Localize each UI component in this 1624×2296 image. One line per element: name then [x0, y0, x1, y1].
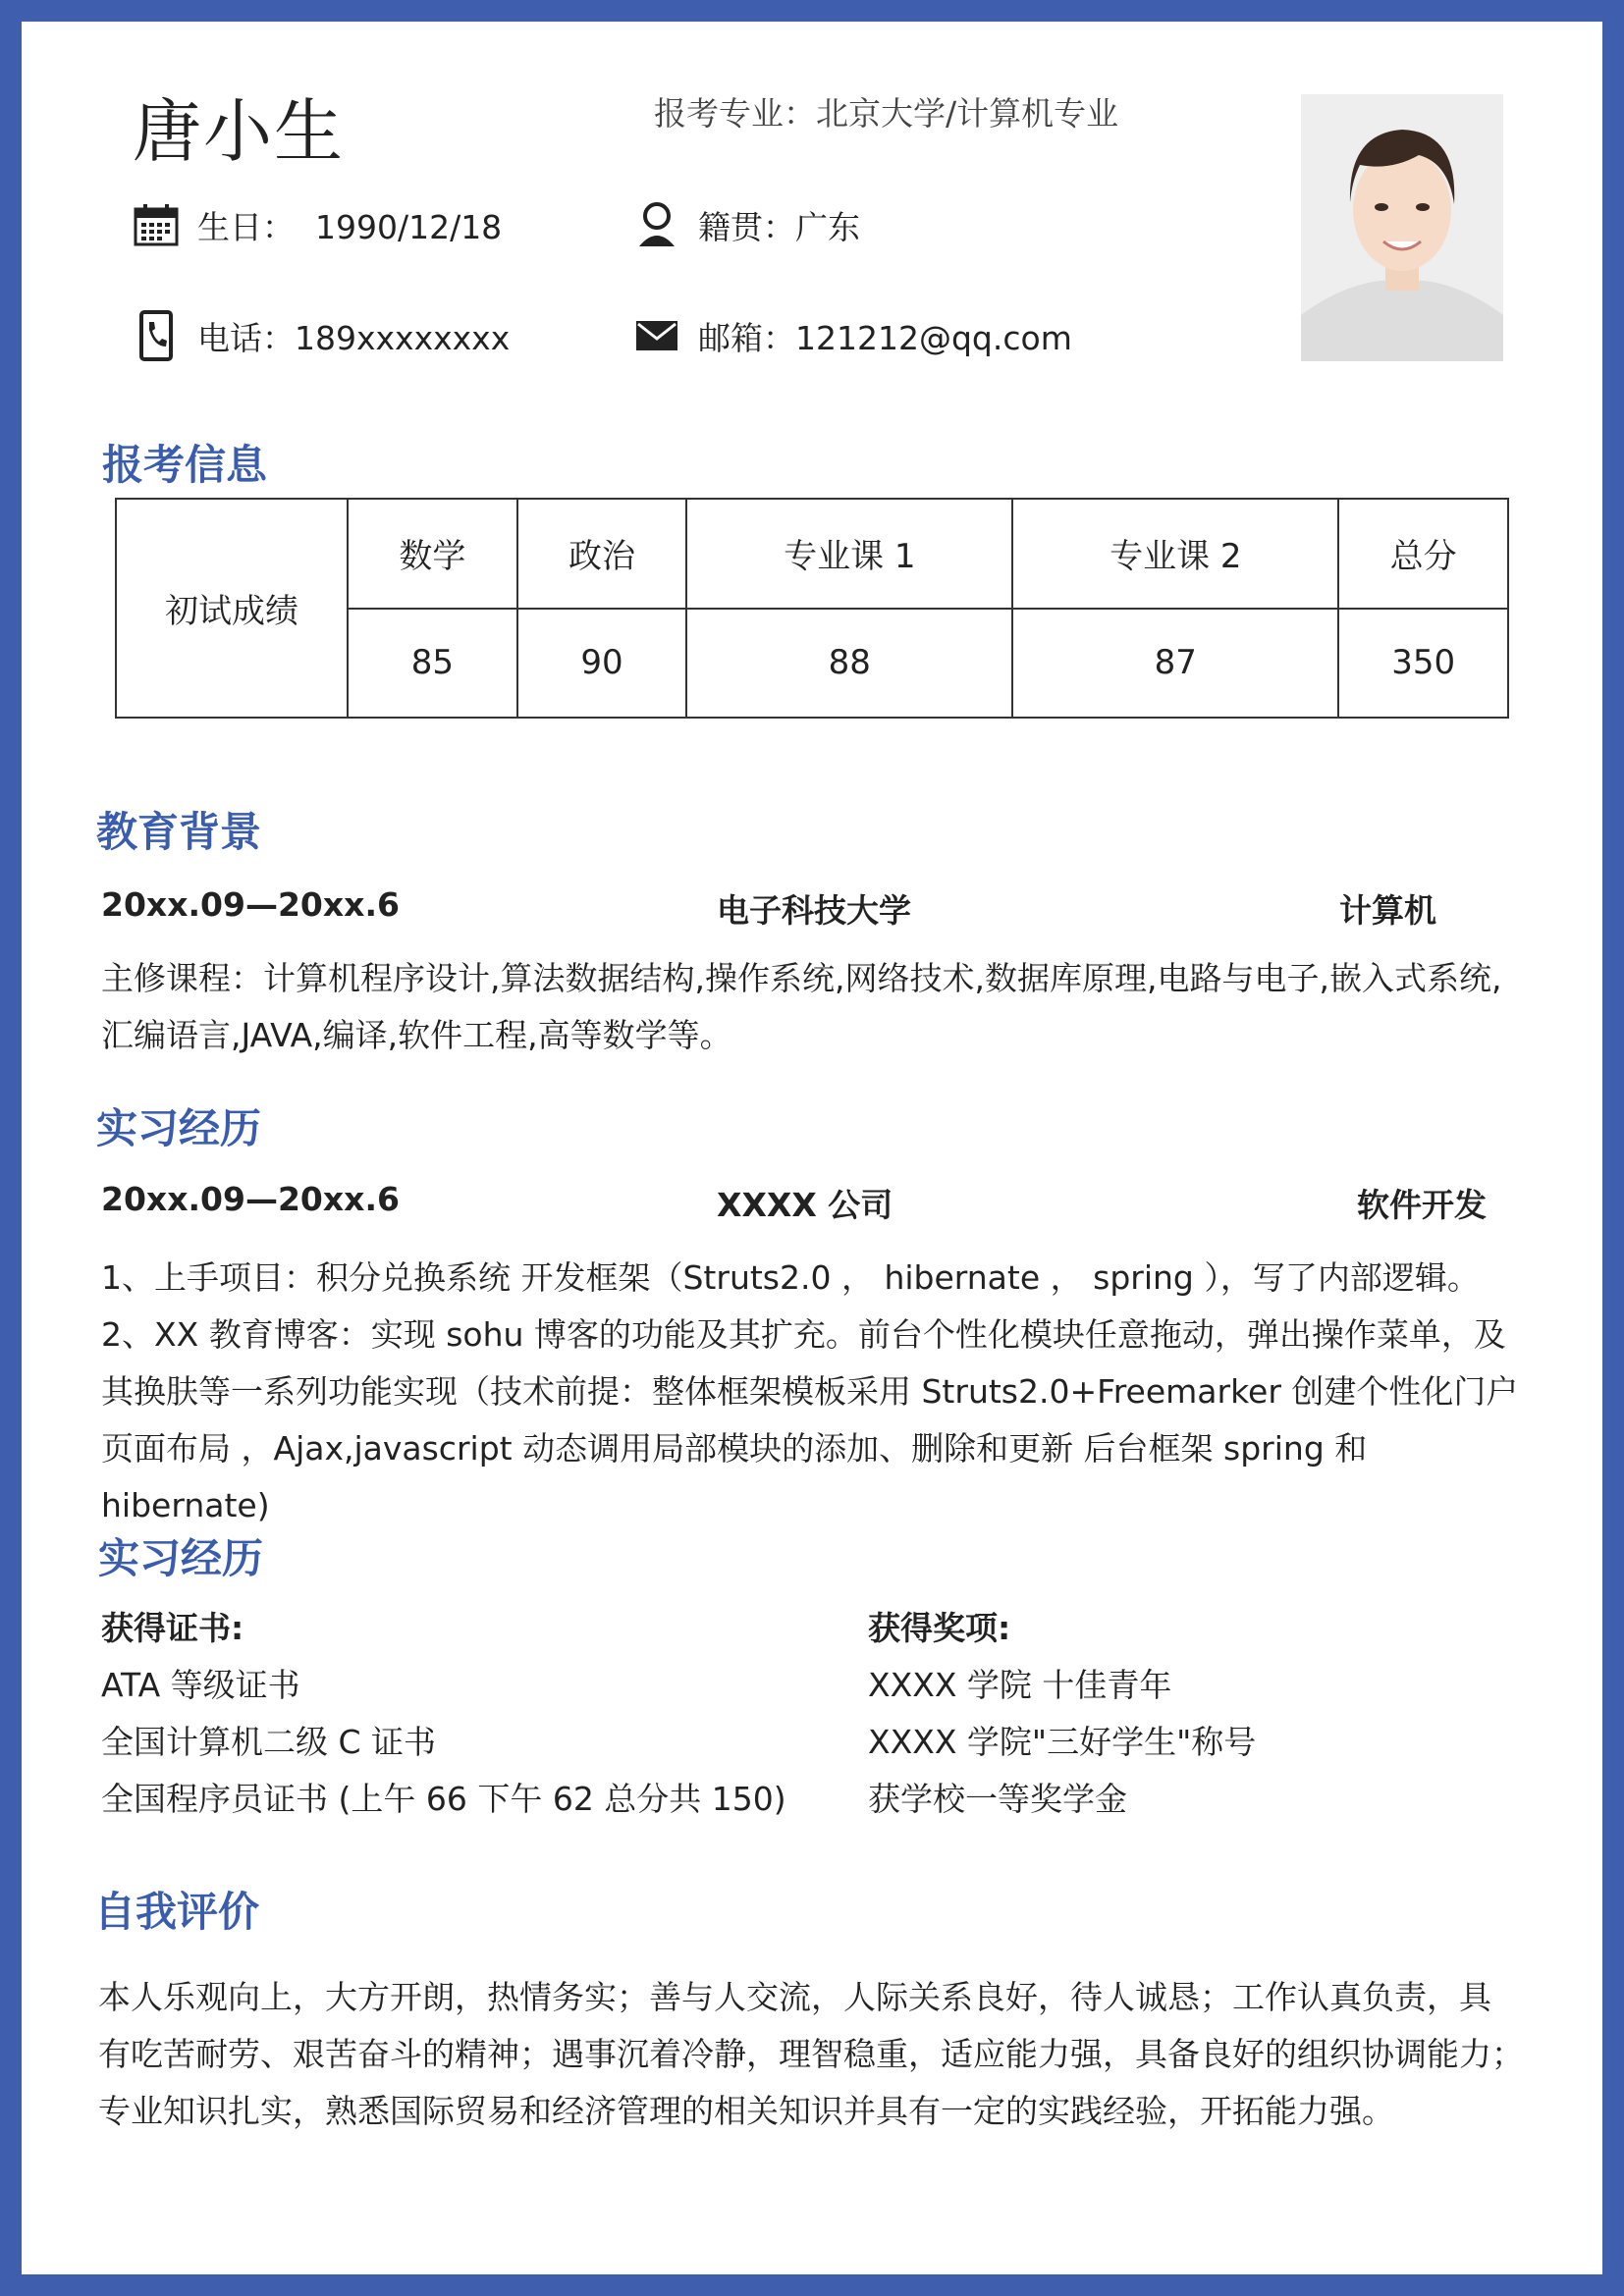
subject-header: 政治	[517, 499, 687, 609]
list-item: ATA 等级证书	[101, 1666, 300, 1704]
calendar-icon	[133, 201, 180, 248]
hometown-text: 籍贯：广东	[698, 207, 860, 246]
section-title-awards: 实习经历	[98, 1534, 264, 1582]
education-period: 20xx.09—20xx.6	[101, 885, 400, 924]
internship-period: 20xx.09—20xx.6	[101, 1180, 400, 1218]
phone-row	[133, 312, 510, 359]
target-major: 报考专业：北京大学/计算机专业	[654, 94, 1119, 133]
awards-heading: 获得奖项:	[868, 1609, 1011, 1647]
eval-line: 有吃苦耐劳、艰苦奋斗的精神；遇事沉着冷静，理智稳重，适应能力强，具备良好的组织协调能力；	[98, 2035, 1524, 2073]
courses-line: 汇编语言,JAVA,编译,软件工程,高等数学等。	[101, 1016, 732, 1054]
awards-list	[868, 1600, 1496, 1828]
hometown-row	[633, 201, 860, 248]
list-item: 获学校一等奖学金	[868, 1780, 1127, 1818]
phone-text: 电话：189xxxxxxxx	[197, 318, 511, 357]
score-cell: 90	[517, 609, 687, 719]
score-cell: 350	[1338, 609, 1508, 719]
subject-header: 数学	[348, 499, 517, 609]
certificates-heading: 获得证书:	[101, 1609, 244, 1647]
score-cell: 87	[1012, 609, 1338, 719]
education-courses	[101, 950, 1525, 1064]
courses-line: 主修课程：计算机程序设计,算法数据结构,操作系统,网络技术,数据库原理,电路与电子,嵌入式系统,	[101, 959, 1502, 997]
birthday-row	[133, 201, 502, 248]
section-title-internship: 实习经历	[96, 1104, 262, 1152]
score-cell: 85	[348, 609, 517, 719]
score-cell: 88	[686, 609, 1012, 719]
section-title-education: 教育背景	[96, 808, 262, 856]
internship-role: 软件开发	[1357, 1186, 1487, 1224]
subject-header: 总分	[1338, 499, 1508, 609]
list-item: XXXX 学院"三好学生"称号	[868, 1723, 1257, 1761]
education-major: 计算机	[1339, 891, 1436, 930]
certificates-list	[101, 1600, 847, 1828]
candidate-name: 唐小生	[133, 91, 345, 172]
exam-score-table	[115, 498, 1509, 719]
subject-header: 专业课 2	[1012, 499, 1338, 609]
subject-header: 专业课 1	[686, 499, 1012, 609]
list-item: XXXX 学院 十佳青年	[868, 1666, 1172, 1704]
detail-line: 页面布局 ，Ajax,javascript 动态调用局部模块的添加、删除和更新 后台框架 spring 和 hibernate)	[101, 1429, 1368, 1524]
section-title-self-eval: 自我评价	[94, 1888, 260, 1936]
birthday-text: 生日： 1990/12/18	[197, 207, 503, 246]
section-title-exam: 报考信息	[102, 441, 268, 489]
row-label: 初试成绩	[116, 499, 348, 718]
detail-line: 1、上手项目：积分兑换系统 开发框架（Struts2.0 ， hibernate ， spring ），写了内部逻辑。	[101, 1258, 1480, 1297]
eval-line: 本人乐观向上，大方开朗，热情务实；善与人交流，人际关系良好，待人诚恳；工作认真负责，具	[98, 1978, 1491, 2016]
detail-line: 2、XX 教育博客：实现 sohu 博客的功能及其扩充。前台个性化模块任意拖动，弹出操作菜单，及	[101, 1315, 1506, 1354]
email-text: 邮箱：121212@qq.com	[698, 318, 1072, 357]
mail-icon	[633, 312, 680, 359]
internship-details	[101, 1250, 1535, 1534]
person-icon	[633, 201, 680, 248]
internship-company: XXXX 公司	[717, 1186, 893, 1224]
table-row	[116, 499, 1508, 609]
list-item: 全国计算机二级 C 证书	[101, 1723, 437, 1761]
self-eval-text	[98, 1969, 1532, 2140]
phone-icon	[133, 312, 180, 359]
list-item: 全国程序员证书 (上午 66 下午 62 总分共 150)	[101, 1780, 786, 1818]
detail-line: 其换肤等一系列功能实现（技术前提：整体框架模板采用 Struts2.0+Freemarker 创建个性化门户	[101, 1372, 1519, 1411]
email-row	[633, 312, 1072, 359]
profile-photo	[1301, 94, 1503, 361]
eval-line: 专业知识扎实，熟悉国际贸易和经济管理的相关知识并具有一定的实践经验，开拓能力强。	[98, 2092, 1394, 2130]
education-school: 电子科技大学	[717, 891, 911, 930]
